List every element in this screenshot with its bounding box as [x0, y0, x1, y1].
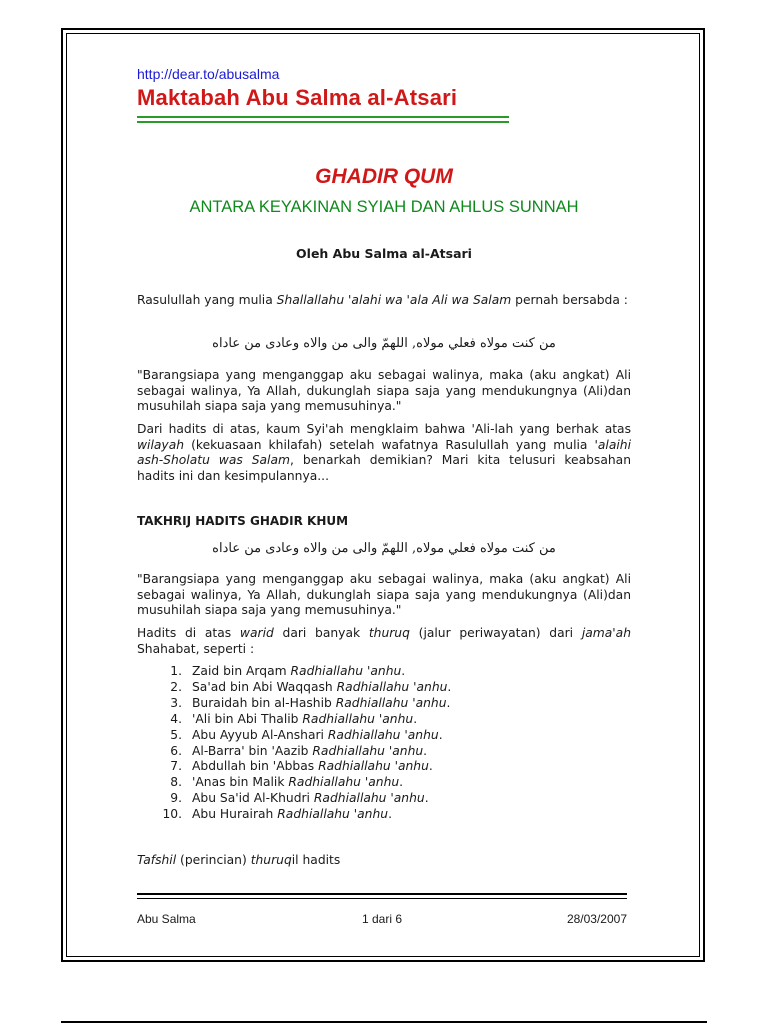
- header-divider-top: [137, 116, 509, 118]
- list-item-honorific: Radhiallahu 'anhu: [277, 807, 389, 822]
- list-item-punctuation: .: [438, 727, 443, 742]
- tafshil-text: il hadits: [291, 853, 341, 867]
- list-item-number: 5.: [170, 727, 182, 742]
- list-item: [137, 728, 451, 744]
- list-item: [137, 744, 451, 760]
- para3-text: dari banyak: [273, 626, 369, 640]
- list-item-honorific: Radhiallahu 'anhu: [335, 695, 447, 710]
- list-item-name: 'Anas bin Malik: [192, 775, 289, 790]
- tafshil-italic: Tafshil: [137, 853, 177, 867]
- list-item-name: Abu Sa'id Al-Khudri: [192, 791, 314, 806]
- list-item-name: Buraidah bin al-Hashib: [192, 695, 336, 710]
- para2-italic: 'alaihi ash-Sholatu was Salam: [137, 437, 631, 467]
- list-item-number: 7.: [170, 759, 182, 774]
- list-item: [137, 759, 451, 775]
- list-item: [137, 712, 451, 728]
- para3-italic: jama'ah: [581, 626, 632, 640]
- site-url-link[interactable]: http://dear.to/abusalma: [137, 66, 280, 82]
- document-subtitle: ANTARA KEYAKINAN SYIAH DAN AHLUS SUNNAH: [189, 198, 579, 216]
- list-item: [137, 791, 451, 807]
- list-item-punctuation: .: [413, 711, 418, 726]
- footer-date: 28/03/2007: [566, 912, 627, 926]
- para2-text: , benarkah demikian? Mari kita telusuri keabsahan hadits ini dan kesimpulannya...: [137, 453, 632, 483]
- para2-italic: wilayah: [137, 437, 185, 452]
- list-item-honorific: Radhiallahu 'anhu: [288, 775, 400, 790]
- salawat-text: Shallallahu 'alahi wa 'ala Ali wa Salam: [276, 293, 512, 307]
- list-item-honorific: Radhiallahu 'anhu: [313, 791, 425, 806]
- list-item-honorific: Radhiallahu 'anhu: [327, 727, 439, 742]
- list-item-punctuation: .: [401, 664, 406, 678]
- list-item-punctuation: .: [424, 791, 429, 806]
- list-item: [137, 680, 451, 696]
- list-item-punctuation: .: [447, 679, 452, 694]
- list-item: [137, 807, 451, 823]
- thuruq-paragraph: [137, 626, 631, 657]
- intro-text: Rasulullah yang mulia: [137, 293, 277, 307]
- list-item-name: Al-Barra' bin 'Aazib: [192, 743, 313, 758]
- list-item-name: Zaid bin Arqam: [192, 664, 291, 678]
- tafshil-text: (perincian): [176, 853, 251, 867]
- list-item-honorific: Radhiallahu 'anhu: [336, 679, 448, 694]
- para3-text: (jalur periwayatan) dari: [409, 626, 582, 640]
- arabic-hadith: من كنت مولاه فعلي مولاه, اللهمّ والى من والاه وعادى من عاداه: [212, 336, 556, 351]
- author-line: Oleh Abu Salma al-Atsari: [296, 246, 472, 261]
- list-item-punctuation: .: [399, 775, 404, 790]
- list-item-honorific: Radhiallahu 'anhu: [312, 743, 424, 758]
- list-item-honorific: Radhiallahu 'anhu: [302, 711, 414, 726]
- list-item-honorific: Radhiallahu 'anhu: [318, 759, 429, 774]
- para3-italic: thuruq: [368, 626, 410, 640]
- list-item-number: 9.: [170, 791, 182, 806]
- site-name: Maktabah Abu Salma al-Atsari: [137, 85, 458, 110]
- list-item-punctuation: .: [446, 695, 451, 710]
- list-item-punctuation: .: [428, 759, 433, 774]
- section-heading: TAKHRIJ HADITS GHADIR KHUM: [137, 514, 349, 528]
- para3-italic: warid: [239, 626, 274, 640]
- list-item-name: Abu Hurairah: [192, 807, 278, 822]
- next-page-border: [61, 1021, 707, 1023]
- list-item-number: 8.: [170, 775, 182, 790]
- list-item-punctuation: .: [388, 807, 392, 822]
- list-item-punctuation: .: [423, 743, 428, 758]
- intro-paragraph: [137, 293, 631, 309]
- list-item-number: 1.: [170, 664, 182, 678]
- para3-text: Shahabat, seperti :: [137, 641, 255, 656]
- list-item-name: Sa'ad bin Abi Waqqash: [192, 679, 337, 694]
- hadith-translation: "Barangsiapa yang menganggap aku sebagai walinya, maka (aku angkat) Ali sebagai walinya, Ya Allah, dukunglah siapa saja yang mendukungnya (Ali)dan musuhilah siapa saja yang memusuhinya.": [137, 368, 631, 413]
- list-item: [137, 696, 451, 712]
- footer-divider-top: [137, 893, 627, 895]
- explanation-paragraph: [137, 422, 631, 484]
- para2-text: (kekuasaan khilafah) setelah wafatnya Rasulullah yang mulia: [184, 437, 595, 452]
- footer-page-number: 1 dari 6: [361, 912, 403, 926]
- list-item-number: 6.: [170, 743, 182, 758]
- header-divider-bottom: [137, 121, 509, 123]
- intro-text-end: pernah bersabda :: [511, 293, 628, 307]
- list-item: [137, 664, 451, 680]
- hadith-translation-repeat: "Barangsiapa yang menganggap aku sebagai walinya, maka (aku angkat) Ali sebagai walinya, Ya Allah, dukunglah siapa saja yang mendukungnya (Ali)dan musuhilah siapa saja yang memusuhinya.": [137, 572, 631, 617]
- list-item-honorific: Radhiallahu 'anhu: [290, 664, 402, 678]
- tafshil-line: [137, 853, 631, 869]
- footer-divider-bottom: [137, 898, 627, 899]
- list-item-number: 2.: [170, 679, 182, 694]
- list-item-name: 'Ali bin Abi Thalib: [192, 711, 303, 726]
- list-item-number: 4.: [170, 711, 182, 726]
- document-title: GHADIR QUM: [315, 165, 453, 188]
- list-item-number: 10.: [162, 807, 182, 822]
- tafshil-italic: thuruq: [250, 853, 292, 867]
- list-item-name: Abdullah bin 'Abbas: [192, 759, 319, 774]
- para3-text: Hadits di atas: [137, 626, 240, 640]
- footer-author: Abu Salma: [137, 912, 196, 926]
- arabic-hadith-repeat: من كنت مولاه فعلي مولاه, اللهمّ والى من والاه وعادى من عاداه: [212, 541, 556, 556]
- list-item-name: Abu Ayyub Al-Anshari: [192, 727, 328, 742]
- companions-list: [137, 664, 451, 823]
- list-item-number: 3.: [170, 695, 182, 710]
- para2-text: Dari hadits di atas, kaum Syi'ah mengklaim bahwa 'Ali-lah yang berhak atas: [137, 422, 631, 436]
- list-item: [137, 775, 451, 791]
